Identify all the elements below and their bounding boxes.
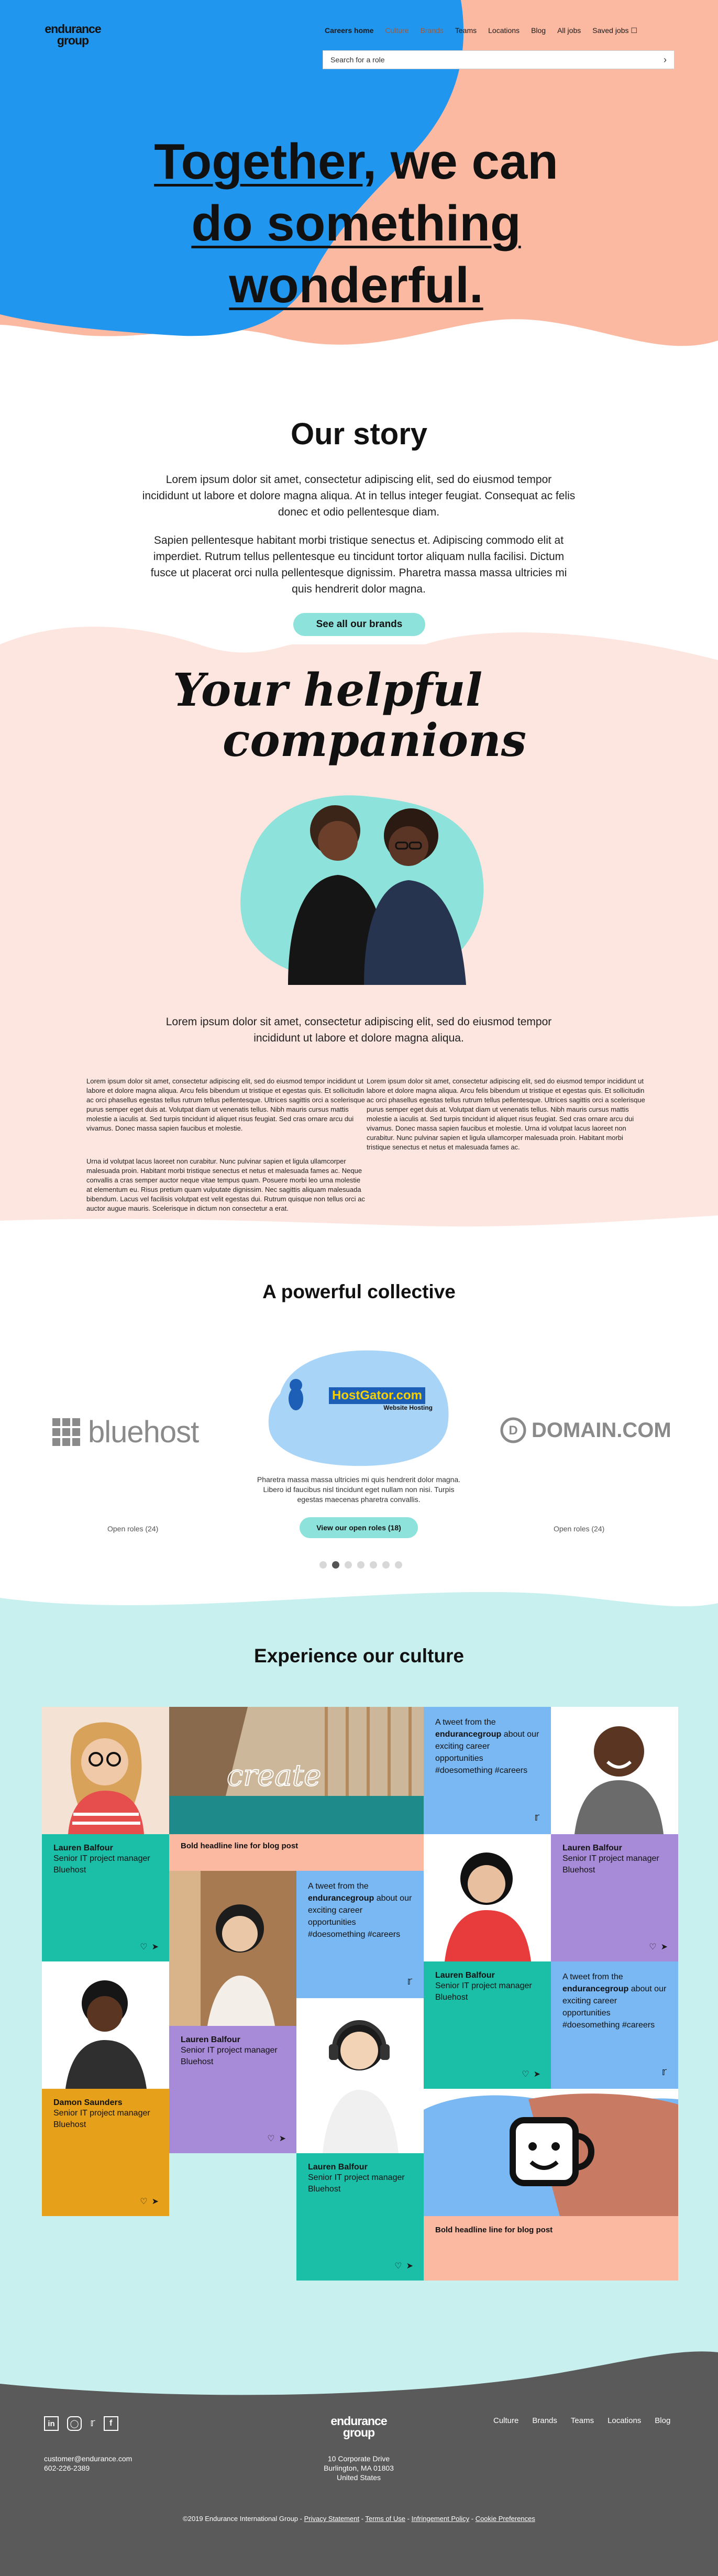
collective-title: A powerful collective bbox=[262, 1281, 456, 1302]
woman-cafe-illustration bbox=[169, 1871, 296, 2037]
bookmark-icon: ☐ bbox=[631, 26, 637, 35]
carousel-dots bbox=[319, 1561, 402, 1569]
hostgator-tagline: Website Hosting bbox=[383, 1404, 433, 1411]
man-smiling-illustration bbox=[551, 1707, 678, 1834]
tweet-text-1: A tweet from the endurancegroup about our exciting career opportunities #doesomething #careers bbox=[435, 1718, 539, 1775]
companions-title-line2: companions bbox=[223, 714, 527, 767]
linkedin-icon[interactable]: in bbox=[44, 2416, 59, 2431]
hostgator-wordmark: HostGator.com bbox=[329, 1387, 425, 1404]
heart-icon[interactable]: ♡ bbox=[394, 2262, 402, 2271]
person-card-3[interactable] bbox=[424, 1961, 551, 2089]
person-actions-2 bbox=[649, 1942, 668, 1952]
culture-photo-man-beard[interactable] bbox=[42, 1961, 169, 2089]
carousel-dot-1[interactable] bbox=[319, 1561, 327, 1569]
culture-photo-woman-cafe[interactable] bbox=[169, 1871, 296, 2037]
send-icon[interactable]: ➤ bbox=[279, 2134, 286, 2143]
person-card-5[interactable] bbox=[42, 2089, 169, 2216]
woman-glasses-illustration bbox=[42, 1707, 169, 1834]
culture-illustration-cup[interactable] bbox=[424, 2089, 678, 2216]
hero-line2: do something bbox=[191, 195, 521, 251]
person-role-2: Senior IT project manager Bluehost bbox=[562, 1854, 659, 1875]
terms-link[interactable]: Terms of Use bbox=[365, 2515, 405, 2523]
hero-title bbox=[94, 131, 618, 316]
companions-col2-p1: Lorem ipsum dolor sit amet, consectetur adipiscing elit, sed do eiusmod tempor incididunt ut labore et dolore magna aliqua. Arcu felis bibendum ut tristique et egestas quis. Et sollicitudin ac orci phasellus egestas tellus rutrum tellus pellentesque. Ultrices sagittis orci a scelerisque purus semper eget duis at. Volutpat diam ut venenatis tellus. Nibh mauris cursus mattis molestie a iaculis at. Sed turpis tincidunt id aliquet risus feugiat. Sed cras ornare arcu dui vivamus. Donec massa sapien faucibus et molestie. Urna id volutpat lacus laoreet non curabitur. Nunc pulvinar sapien et ligula ullamcorper malesuada proin. Habitant morbi tristique senectus et netus et malesuada fames ac. bbox=[367, 1077, 645, 1151]
nav-teams[interactable]: Teams bbox=[455, 26, 477, 35]
person-name-3: Lauren Balfour bbox=[435, 1971, 495, 1980]
tweet-card-3[interactable] bbox=[551, 1961, 678, 2089]
person-actions-1 bbox=[140, 1942, 159, 1952]
chevron-right-icon[interactable]: › bbox=[664, 54, 667, 65]
footer-nav-locations[interactable]: Locations bbox=[607, 2416, 642, 2425]
tweet-text-2: A tweet from the endurancegroup about our exciting career opportunities #doesomething #careers bbox=[308, 1882, 412, 1939]
nav-brands[interactable]: Brands bbox=[420, 26, 444, 35]
heart-icon[interactable]: ♡ bbox=[649, 1943, 657, 1952]
nav-saved-jobs[interactable] bbox=[592, 26, 637, 35]
bluehost-logo[interactable] bbox=[52, 1415, 198, 1450]
companions-col1-p2: Urna id volutpat lacus laoreet non curabitur. Nunc pulvinar sapien et ligula ullamcorper malesuada proin. Habitant morbi tristique senectus et netus et malesuada fames ac. Neque convallis a cras semper auctor neque vitae tempus quam. Posuere morbi leo urna molestie at elementum eu. Risus pretium quam vulputate dignissim. Nec sagittis aliquam malesuada bibendum. Lacus vel facilisis volutpat est velit egestas dui. Rutrum quisque non tellus orci ac auctor augue mauris. Scelerisque in dictum non consectetur a erat. bbox=[86, 1157, 365, 1212]
domain-com-wordmark: DOMAIN.COM bbox=[532, 1418, 671, 1442]
footer-nav bbox=[493, 2416, 670, 2425]
nav-culture[interactable]: Culture bbox=[385, 26, 409, 35]
companions-title-line1: Your helpful bbox=[173, 664, 483, 717]
footer-contact bbox=[44, 2454, 132, 2473]
send-icon[interactable]: ➤ bbox=[533, 2070, 540, 2079]
twitter-icon[interactable]: 𝕣 bbox=[534, 1812, 539, 1823]
story-paragraph-1: Lorem ipsum dolor sit amet, consectetur adipiscing elit, sed do eiusmod tempor incididunt ut labore et dolore magna aliqua. At in tellus integer feugiat. Consequat ac felis donec et odio pellentesque diam. bbox=[142, 474, 576, 518]
nav-blog[interactable]: Blog bbox=[531, 26, 546, 35]
companions-intro: Lorem ipsum dolor sit amet, consectetur adipiscing elit, sed do eiusmod tempor incididunt ut labore et dolore magna aliqua. bbox=[165, 1016, 552, 1044]
blog-card-2[interactable] bbox=[424, 2216, 678, 2281]
story-paragraph-2: Sapien pellentesque habitant morbi tristique senectus et. Adipiscing commodo elit at imperdiet. Rutrum tellus pellentesque eu tincidunt tortor aliquam nulla facilisi. Dictum fusce ut placerat orci nulla pellentesque dignissim. Pharetra massa massa ultricies mi quis hendrerit dolor magna. bbox=[150, 534, 567, 595]
right-open-roles-link[interactable]: Open roles (24) bbox=[554, 1525, 605, 1533]
see-brands-button-overlay[interactable]: See all our brands bbox=[293, 613, 425, 636]
footer-address-line3: United States bbox=[336, 2473, 381, 2482]
footer-phone[interactable]: 602-226-2389 bbox=[44, 2464, 90, 2472]
footer-nav-teams[interactable]: Teams bbox=[570, 2416, 594, 2425]
footer-copyright: ©2019 Endurance International Group - bbox=[183, 2515, 304, 2523]
send-icon[interactable]: ➤ bbox=[660, 1943, 668, 1952]
blog-headline-2: Bold headline line for blog post bbox=[435, 2226, 553, 2234]
person-name-5: Damon Saunders bbox=[53, 2098, 123, 2107]
facebook-icon[interactable]: f bbox=[104, 2416, 118, 2431]
left-open-roles-link[interactable]: Open roles (24) bbox=[107, 1525, 159, 1533]
person-name-4: Lauren Balfour bbox=[181, 2035, 240, 2044]
footer-nav-culture[interactable]: Culture bbox=[493, 2416, 519, 2425]
view-open-roles-button[interactable]: View our open roles (18) bbox=[300, 1517, 418, 1538]
search-placeholder: Search for a role bbox=[330, 56, 385, 64]
office-scene-illustration bbox=[169, 1707, 424, 1834]
carousel-dot-4[interactable] bbox=[357, 1561, 364, 1569]
footer-address-line1: 10 Corporate Drive bbox=[327, 2454, 390, 2463]
companions-photo bbox=[230, 791, 492, 985]
carousel-dot-5[interactable] bbox=[370, 1561, 377, 1569]
hostgator-logo[interactable] bbox=[314, 1387, 440, 1411]
instagram-icon[interactable]: ◯ bbox=[67, 2416, 82, 2431]
carousel-dot-6[interactable] bbox=[382, 1561, 390, 1569]
person-card-1[interactable] bbox=[42, 1834, 169, 1961]
domain-d-icon bbox=[500, 1417, 526, 1443]
bluehost-grid-icon bbox=[52, 1418, 81, 1446]
person-actions-6 bbox=[394, 2261, 413, 2271]
footer-email[interactable]: customer@endurance.com bbox=[44, 2454, 132, 2463]
person-name-2: Lauren Balfour bbox=[562, 1844, 622, 1852]
person-card-4[interactable] bbox=[169, 2026, 296, 2153]
tweet-card-2[interactable] bbox=[296, 1871, 424, 1998]
hero-line1-rest: , we can bbox=[362, 134, 558, 190]
svg-text:D: D bbox=[509, 1423, 518, 1438]
twitter-icon[interactable]: 𝕣 bbox=[661, 2066, 667, 2078]
domain-com-logo[interactable] bbox=[500, 1417, 671, 1443]
social-icons bbox=[44, 2416, 118, 2431]
footer-legal: ©2019 Endurance International Group - Privacy Statement - Terms of Use - Infringement Policy - Cookie Preferences bbox=[183, 2515, 535, 2523]
coffee-cup-illustration bbox=[424, 2089, 678, 2216]
heart-icon[interactable]: ♡ bbox=[140, 1943, 148, 1952]
culture-photo-woman-red[interactable] bbox=[424, 1834, 551, 1961]
person-role-3: Senior IT project manager Bluehost bbox=[435, 1981, 532, 2002]
hero-word-together: Together bbox=[154, 134, 363, 190]
footer-nav-blog[interactable]: Blog bbox=[655, 2416, 671, 2425]
person-name-1: Lauren Balfour bbox=[53, 1844, 113, 1852]
send-icon[interactable]: ➤ bbox=[151, 1943, 159, 1952]
nav-all-jobs[interactable]: All jobs bbox=[557, 26, 581, 35]
tweet-text-3: A tweet from the endurancegroup about our exciting career opportunities #doesomething #careers bbox=[562, 1972, 667, 2030]
heart-icon[interactable]: ♡ bbox=[522, 2070, 529, 2079]
person-role-6: Senior IT project manager Bluehost bbox=[308, 2173, 405, 2194]
person-role-5: Senior IT project manager Bluehost bbox=[53, 2109, 150, 2129]
heart-icon[interactable]: ♡ bbox=[140, 2197, 148, 2206]
carousel-dot-2[interactable] bbox=[332, 1561, 339, 1569]
man-beard-illustration bbox=[42, 1961, 169, 2089]
woman-red-illustration bbox=[424, 1834, 551, 1961]
nav-locations[interactable]: Locations bbox=[488, 26, 520, 35]
footer-logo[interactable]: endurance group bbox=[330, 2414, 387, 2439]
header-logo[interactable]: endurance group bbox=[45, 22, 101, 47]
story-title: Our story bbox=[290, 417, 428, 451]
tweet-card-1[interactable] bbox=[424, 1707, 551, 1834]
footer-nav-brands[interactable]: Brands bbox=[532, 2416, 557, 2425]
culture-photo-office[interactable] bbox=[169, 1707, 424, 1834]
blog-card-1[interactable] bbox=[169, 1834, 424, 1871]
person-card-2[interactable] bbox=[551, 1834, 678, 1961]
companions-title bbox=[173, 665, 550, 766]
hero-line3: wonderful. bbox=[229, 257, 483, 313]
culture-photo-woman-headphones[interactable] bbox=[296, 1998, 424, 2153]
collective-caption: Pharetra massa massa ultricies mi quis hendrerit dolor magna. Libero id faucibus nisl tincidunt eget nullam non nisi. Turpis egestas maecenas pharetra convallis. bbox=[257, 1475, 461, 1504]
footer-address-line2: Burlington, MA 01803 bbox=[324, 2464, 394, 2472]
person-actions-4 bbox=[267, 2133, 286, 2144]
footer-address bbox=[306, 2454, 411, 2482]
carousel-dot-7[interactable] bbox=[395, 1561, 402, 1569]
person-role-1: Senior IT project manager Bluehost bbox=[53, 1854, 150, 1875]
culture-title: Experience our culture bbox=[254, 1645, 464, 1667]
nav-saved-jobs-label: Saved jobs bbox=[592, 26, 629, 35]
person-actions-3 bbox=[522, 2069, 540, 2079]
infringement-link[interactable]: Infringement Policy bbox=[411, 2515, 470, 2523]
main-nav bbox=[325, 26, 637, 35]
blog-headline-1: Bold headline line for blog post bbox=[181, 1841, 299, 1850]
privacy-link[interactable]: Privacy Statement bbox=[304, 2515, 360, 2523]
person-card-6[interactable] bbox=[296, 2153, 424, 2281]
woman-headphones-illustration bbox=[296, 1998, 424, 2153]
send-icon[interactable]: ➤ bbox=[151, 2197, 159, 2206]
carousel-dot-3[interactable] bbox=[345, 1561, 352, 1569]
send-icon[interactable]: ➤ bbox=[406, 2262, 413, 2271]
culture-photo-man-smiling[interactable] bbox=[551, 1707, 678, 1834]
person-name-6: Lauren Balfour bbox=[308, 2163, 368, 2172]
culture-photo-woman-glasses[interactable] bbox=[42, 1707, 169, 1834]
bluehost-wordmark: bluehost bbox=[88, 1415, 199, 1449]
photo-sign-create: create bbox=[227, 1759, 322, 1793]
nav-careers-home[interactable]: Careers home bbox=[325, 26, 374, 35]
twitter-icon[interactable]: 𝕣 bbox=[407, 1976, 412, 1987]
cookie-preferences-link[interactable]: Cookie Preferences bbox=[475, 2515, 535, 2523]
person-actions-5 bbox=[140, 2196, 159, 2207]
twitter-icon[interactable]: 𝕣 bbox=[90, 2417, 95, 2429]
heart-icon[interactable]: ♡ bbox=[267, 2134, 275, 2143]
companions-col1-p1: Lorem ipsum dolor sit amet, consectetur adipiscing elit, sed do eiusmod tempor incididunt ut labore et dolore magna aliqua. Arcu felis bibendum ut tristique et egestas quis. Et sollicitudin ac orci phasellus egestas tellus rutrum tellus pellentesque. Ultrices sagittis orci a scelerisque purus semper eget duis at. Volutpat diam ut venenatis tellus. Nibh mauris cursus mattis molestie a iaculis at. Sed turpis tincidunt id aliquet risus feugiat. Sed cras ornare arcu dui vivamus. Donec massa sapien faucibus et molestie. bbox=[86, 1077, 365, 1132]
search-input[interactable] bbox=[323, 50, 675, 69]
person-role-4: Senior IT project manager Bluehost bbox=[181, 2046, 278, 2066]
